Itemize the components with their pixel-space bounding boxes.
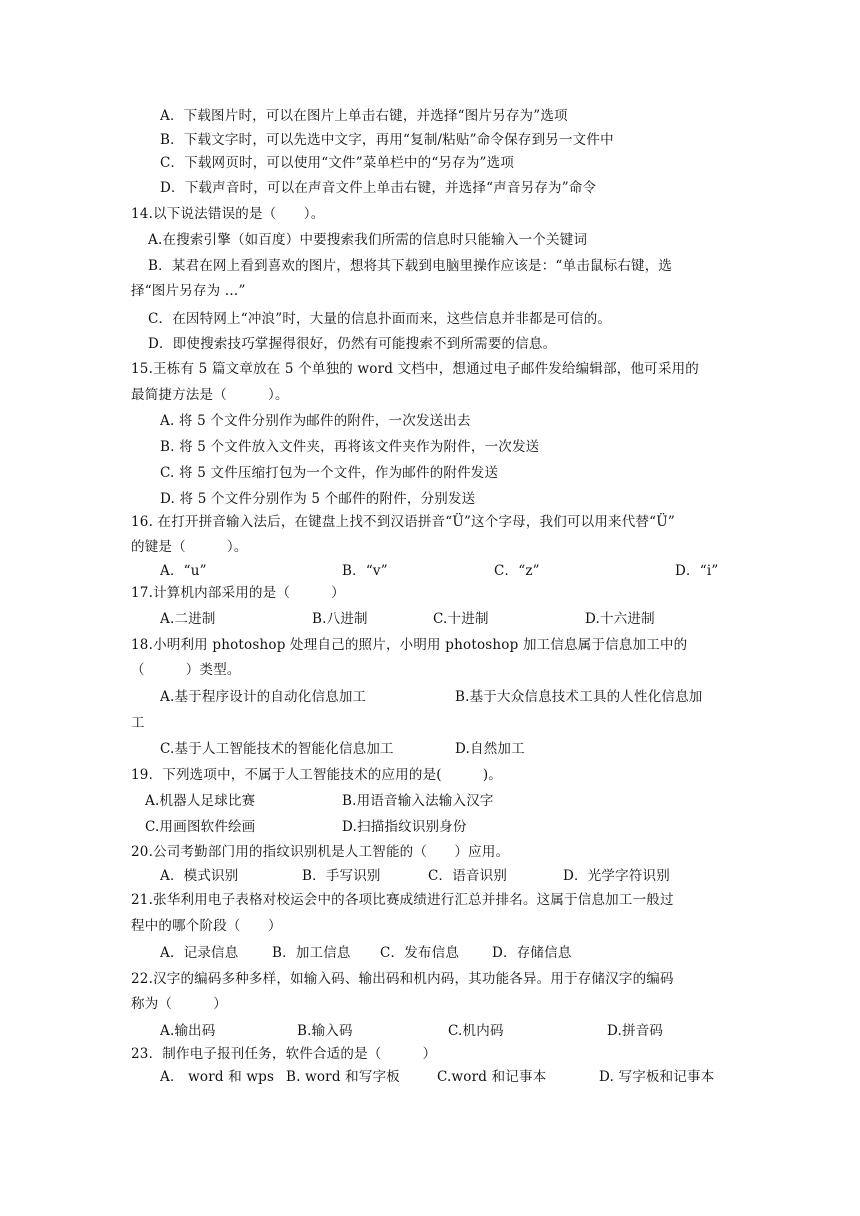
q15-stem-line2: 最简捷方法是（ ）。 xyxy=(131,387,289,403)
q19-options-row1 xyxy=(0,792,860,810)
q21-stem-line1: 21.张华利用电子表格对校运会中的各项比赛成绩进行汇总并排名。这属于信息加工一般过 xyxy=(131,892,674,908)
q19-option-a: A.机器人足球比赛 xyxy=(145,793,256,809)
q22-option-d: D.拼音码 xyxy=(607,1023,664,1039)
q22-option-b: B.输入码 xyxy=(297,1023,353,1039)
q17-options xyxy=(0,610,860,628)
q21-option-a: A．记录信息 xyxy=(160,945,239,961)
q20-option-b: B．手写识别 xyxy=(302,868,381,884)
q22-option-c: C.机内码 xyxy=(448,1023,504,1039)
q17-option-c: C.十进制 xyxy=(433,611,489,627)
q21-option-c: C．发布信息 xyxy=(380,945,460,961)
q14-option-a: A.在搜索引擎（如百度）中要搜索我们所需的信息时只能输入一个关键词 xyxy=(148,232,588,248)
q21-stem-line2: 程中的哪个阶段（ ） xyxy=(131,918,282,934)
q20-option-c: C．语音识别 xyxy=(428,868,508,884)
q23-option-b: B. word 和写字板 xyxy=(286,1069,400,1085)
q15-option-c: C. 将 5 文件压缩打包为一个文件，作为邮件的附件发送 xyxy=(160,465,499,481)
q20-stem: 20.公司考勤部门用的指纹识别机是人工智能的（ ）应用。 xyxy=(131,844,510,860)
q23-option-a: A． word 和 wps xyxy=(160,1069,275,1085)
q14-option-b-line1: B．某君在网上看到喜欢的图片，想将其下载到电脑里操作应该是：“单击鼠标右键，选 xyxy=(148,258,673,274)
q16-options xyxy=(0,562,860,580)
q22-stem-line2: 称为（ ） xyxy=(131,996,227,1012)
q17-option-b: B.八进制 xyxy=(312,611,368,627)
q19-option-c: C.用画图软件绘画 xyxy=(145,819,256,835)
q21-option-b: B．加工信息 xyxy=(272,945,351,961)
q18-stem-line2: （ ）类型。 xyxy=(131,662,241,678)
q19-option-d: D.扫描指纹识别身份 xyxy=(342,819,467,835)
q16-option-a: A．“u” xyxy=(160,563,207,579)
q18-stem-line1: 18.小明利用 photoshop 处理自己的照片，小明用 photoshop 加工信息属于信息加工中的 xyxy=(131,637,688,653)
q14-option-c: C．在因特网上“冲浪”时，大量的信息扑面而来，这些信息并非都是可信的。 xyxy=(148,311,612,327)
q18-options-row2 xyxy=(0,740,860,758)
q18-option-a: A.基于程序设计的自动化信息加工 xyxy=(160,689,367,705)
q23-options xyxy=(0,1068,860,1086)
q19-options-row2 xyxy=(0,818,860,836)
q20-options xyxy=(0,867,860,885)
q19-stem: 19．下列选项中，不属于人工智能技术的应用的是( )。 xyxy=(131,767,503,783)
q22-options xyxy=(0,1022,860,1040)
q22-stem-line1: 22.汉字的编码多种多样，如输入码、输出码和机内码，其功能各异。用于存储汉字的编码 xyxy=(131,971,674,987)
q13-option-a: A．下载图片时，可以在图片上单击右键，并选择“图片另存为”选项 xyxy=(160,108,568,124)
q15-option-b: B. 将 5 个文件放入文件夹，再将该文件夹作为附件，一次发送 xyxy=(160,439,540,455)
q19-option-b: B.用语音输入法输入汉字 xyxy=(342,793,494,809)
q17-option-a: A.二进制 xyxy=(160,611,216,627)
q21-option-d: D．存储信息 xyxy=(492,945,572,961)
q16-stem-line2: 的键是（ ）。 xyxy=(131,539,248,555)
q20-option-d: D．光学字符识别 xyxy=(563,868,670,884)
q16-option-c: C．“z” xyxy=(494,563,540,579)
q14-option-b-line2: 择“图片另存为 …” xyxy=(131,283,246,299)
q13-option-b: B．下载文字时，可以先选中文字，再用“复制/粘贴”命令保存到另一文件中 xyxy=(160,132,614,148)
q23-option-d: D. 写字板和记事本 xyxy=(599,1069,715,1085)
q18-option-b: B.基于大众信息技术工具的人性化信息加 xyxy=(455,689,703,705)
q23-stem: 23．制作电子报刊任务，软件合适的是（ ） xyxy=(131,1046,437,1062)
q20-option-a: A．模式识别 xyxy=(160,868,239,884)
q21-options xyxy=(0,944,860,962)
q16-stem-line1: 16. 在打开拼音输入法后，在键盘上找不到汉语拼音“Ü”这个字母，我们可以用来代替“Ü” xyxy=(131,514,675,530)
q16-option-b: B．“v” xyxy=(342,563,388,579)
q18-options-row1 xyxy=(0,688,860,706)
q18-option-d: D.自然加工 xyxy=(455,741,525,757)
q16-option-d: D．“i” xyxy=(675,563,719,579)
q18-option-b-wrap: 工 xyxy=(131,715,145,731)
q13-option-d: D．下载声音时，可以在声音文件上单击右键，并选择“声音另存为”命令 xyxy=(160,180,597,196)
q18-option-c: C.基于人工智能技术的智能化信息加工 xyxy=(160,741,394,757)
q17-stem: 17.计算机内部采用的是（ ） xyxy=(131,585,345,601)
q17-option-d: D.十六进制 xyxy=(585,611,655,627)
q15-option-a: A. 将 5 个文件分别作为邮件的附件，一次发送出去 xyxy=(160,413,471,429)
q14-stem: 14.以下说法错误的是（ ）。 xyxy=(131,206,325,222)
q13-option-c: C．下载网页时，可以使用“文件”菜单栏中的“另存为”选项 xyxy=(160,155,515,171)
q23-option-c: C.word 和记事本 xyxy=(437,1069,547,1085)
q15-option-d: D. 将 5 个文件分别作为 5 个邮件的附件，分别发送 xyxy=(160,491,476,507)
q14-option-d: D．即使搜索技巧掌握得很好，仍然有可能搜索不到所需要的信息。 xyxy=(148,336,557,352)
q22-option-a: A.输出码 xyxy=(160,1023,216,1039)
q15-stem-line1: 15.王栋有 5 篇文章放在 5 个单独的 word 文档中，想通过电子邮件发给编辑部，他可采用的 xyxy=(131,361,699,377)
